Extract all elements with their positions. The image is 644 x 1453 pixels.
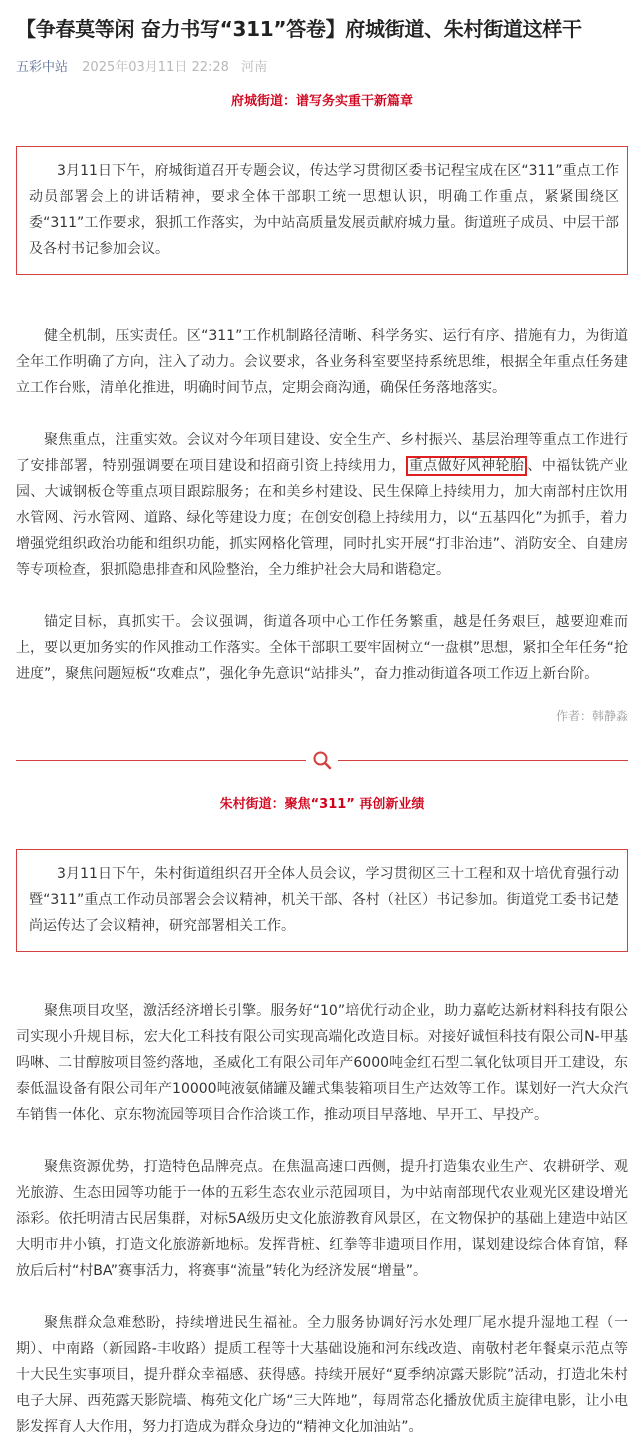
paragraph-target: 锚定目标，真抓实干。会议强调，街道各项中心工作任务繁重，越是任务艰巨，越要迎难而上，要以更加务实的作风推动工作落实。全体干部职工要牢固树立“一盘棋”思想，紧扣全年任务“抢进度”，聚焦问题短板“攻难点”，强化争先意识“站排头”，奋力推动街道各项工作迈上新台阶。 [16,614,628,682]
article [16,0,628,1440]
article-title: 【争春莫等闲 奋力书写“311”答卷】府城街道、朱村街道这样干 [16,17,582,41]
publish-location: 河南 [241,60,268,75]
section-divider [16,749,628,771]
search-icon [312,750,332,770]
article-meta [16,58,628,78]
account-name-link[interactable]: 五彩中站 [16,60,69,75]
intro-box-zhucun: 3月11日下午，朱村街道组织召开全体人员会议，学习贯彻区三十工程和双十培优育强行动暨“311”重点工作动员部署会会议精神，机关干部、各村（社区）书记参加。街道党工委书记楚尚运传达了会议精神，研究部署相关工作。 [16,849,628,952]
paragraph-projects: 聚焦项目攻坚，激活经济增长引擎。服务好“10”培优行动企业，助力嘉屹达新材料科技有限公司实现小升规目标，宏大化工科技有限公司实现高端化改造目标。对接好诚恒科技有限公司N-甲基吗啉、二甘醇胺项目签约落地，圣威化工有限公司年产6000吨金红石型二氧化钛项目开工建设，东泰低温设备有限公司年产10000吨液氨储罐及罐式集装箱项目生产达效等工作。谋划好一汽大众汽车销售一体化、京东物流园等项目合作洽谈工作，推动项目早落地、早开工、早投产。 [16,1003,628,1123]
author-credit: 作者：韩静淼 [555,709,628,723]
paragraph-focus-part1: 聚焦重点，注重实效。会议对今年项目建设、安全生产、乡村振兴、基层治理等重点工作进行了安排部署，特别强调要在项目建设和招商引资上持续用力， [16,432,628,474]
paragraph-focus [16,427,628,583]
paragraph-livelihood: 聚焦群众急难愁盼，持续增进民生福祉。全力服务协调好污水处理厂尾水提升湿地工程（一期）、中南路（新园路-丰收路）提质工程等十大基础设施和河东线改造、南敬村老年餐桌示范点等十大民生实事项目，提升群众幸福感、获得感。持续开展好“夏季纳凉露天影院”活动，打造北朱村电子大屏、西苑露天影院墙、梅苑文化广场“三大阵地”，每周常态化播放优质主旋律电影，让小电影发挥育人大作用，努力打造成为群众身边的“精神文化加油站”。 [16,1315,628,1435]
intro-box-fucheng: 3月11日下午，府城街道召开专题会议，传达学习贯彻区委书记程宝成在区“311”重点工作动员部署会上的讲话精神，要求全体干部职工统一思想认识，明确工作重点，紧紧围绕区委“311”工作要求，狠抓工作落实，为中站高质量发展贡献府城力量。街道班子成员、中层干部及各村书记参加会议。 [16,146,628,275]
publish-date: 2025年03月11日 22:28 [82,60,229,75]
section-heading-fucheng: 府城街道：谱写务实重干新篇章 [230,94,413,109]
paragraph-mechanism: 健全机制，压实责任。区“311”工作机制路径清晰、科学务实、运行有序、措施有力，为街道全年工作明确了方向，注入了动力。会议要求，各业务科室要坚持系统思维，根据全年重点任务建立工作台账，清单化推进，明确时间节点，定期会商沟通，确保任务落地落实。 [16,328,628,396]
paragraph-focus-part2: 、中福钛铣产业园、大诚钢板仓等重点项目跟踪服务；在和美乡村建设、民生保障上持续用力，加大南部村庄饮用水管网、污水管网、道路、绿化等建设力度；在创安创稳上持续用力，以“五基四化”为抓手，着力增强党组织政治功能和组织功能，抓实网格化管理，同时扎实开展“打非治违”、消防安全、自建房等专项检查，狠抓隐患排查和风险整治，全力维护社会大局和谐稳定。 [16,458,629,578]
section-heading-zhucun: 朱村街道：聚焦“311” 再创新业绩 [219,797,425,812]
divider-line-left [16,760,306,761]
divider-line-right [338,760,628,761]
paragraph-resources: 聚焦资源优势，打造特色品牌亮点。在焦温高速口西侧，提升打造集农业生产、农耕研学、观光旅游、生态田园等功能于一体的五彩生态农业示范园项目，为中站南部现代农业观光区建设增光添彩。依托明清古民居集群，对标5A级历史文化旅游教育风景区，在文物保护的基础上建造中站区大明市井小镇，打造文化旅游新地标。发挥背桩、红拳等非遗项目作用，谋划建设综合体育馆，释放后后村“村BA”赛事活力，将赛事“流量”转化为经济发展“增量”。 [16,1159,628,1279]
highlighted-phrase: 重点做好风神轮胎 [406,456,528,476]
